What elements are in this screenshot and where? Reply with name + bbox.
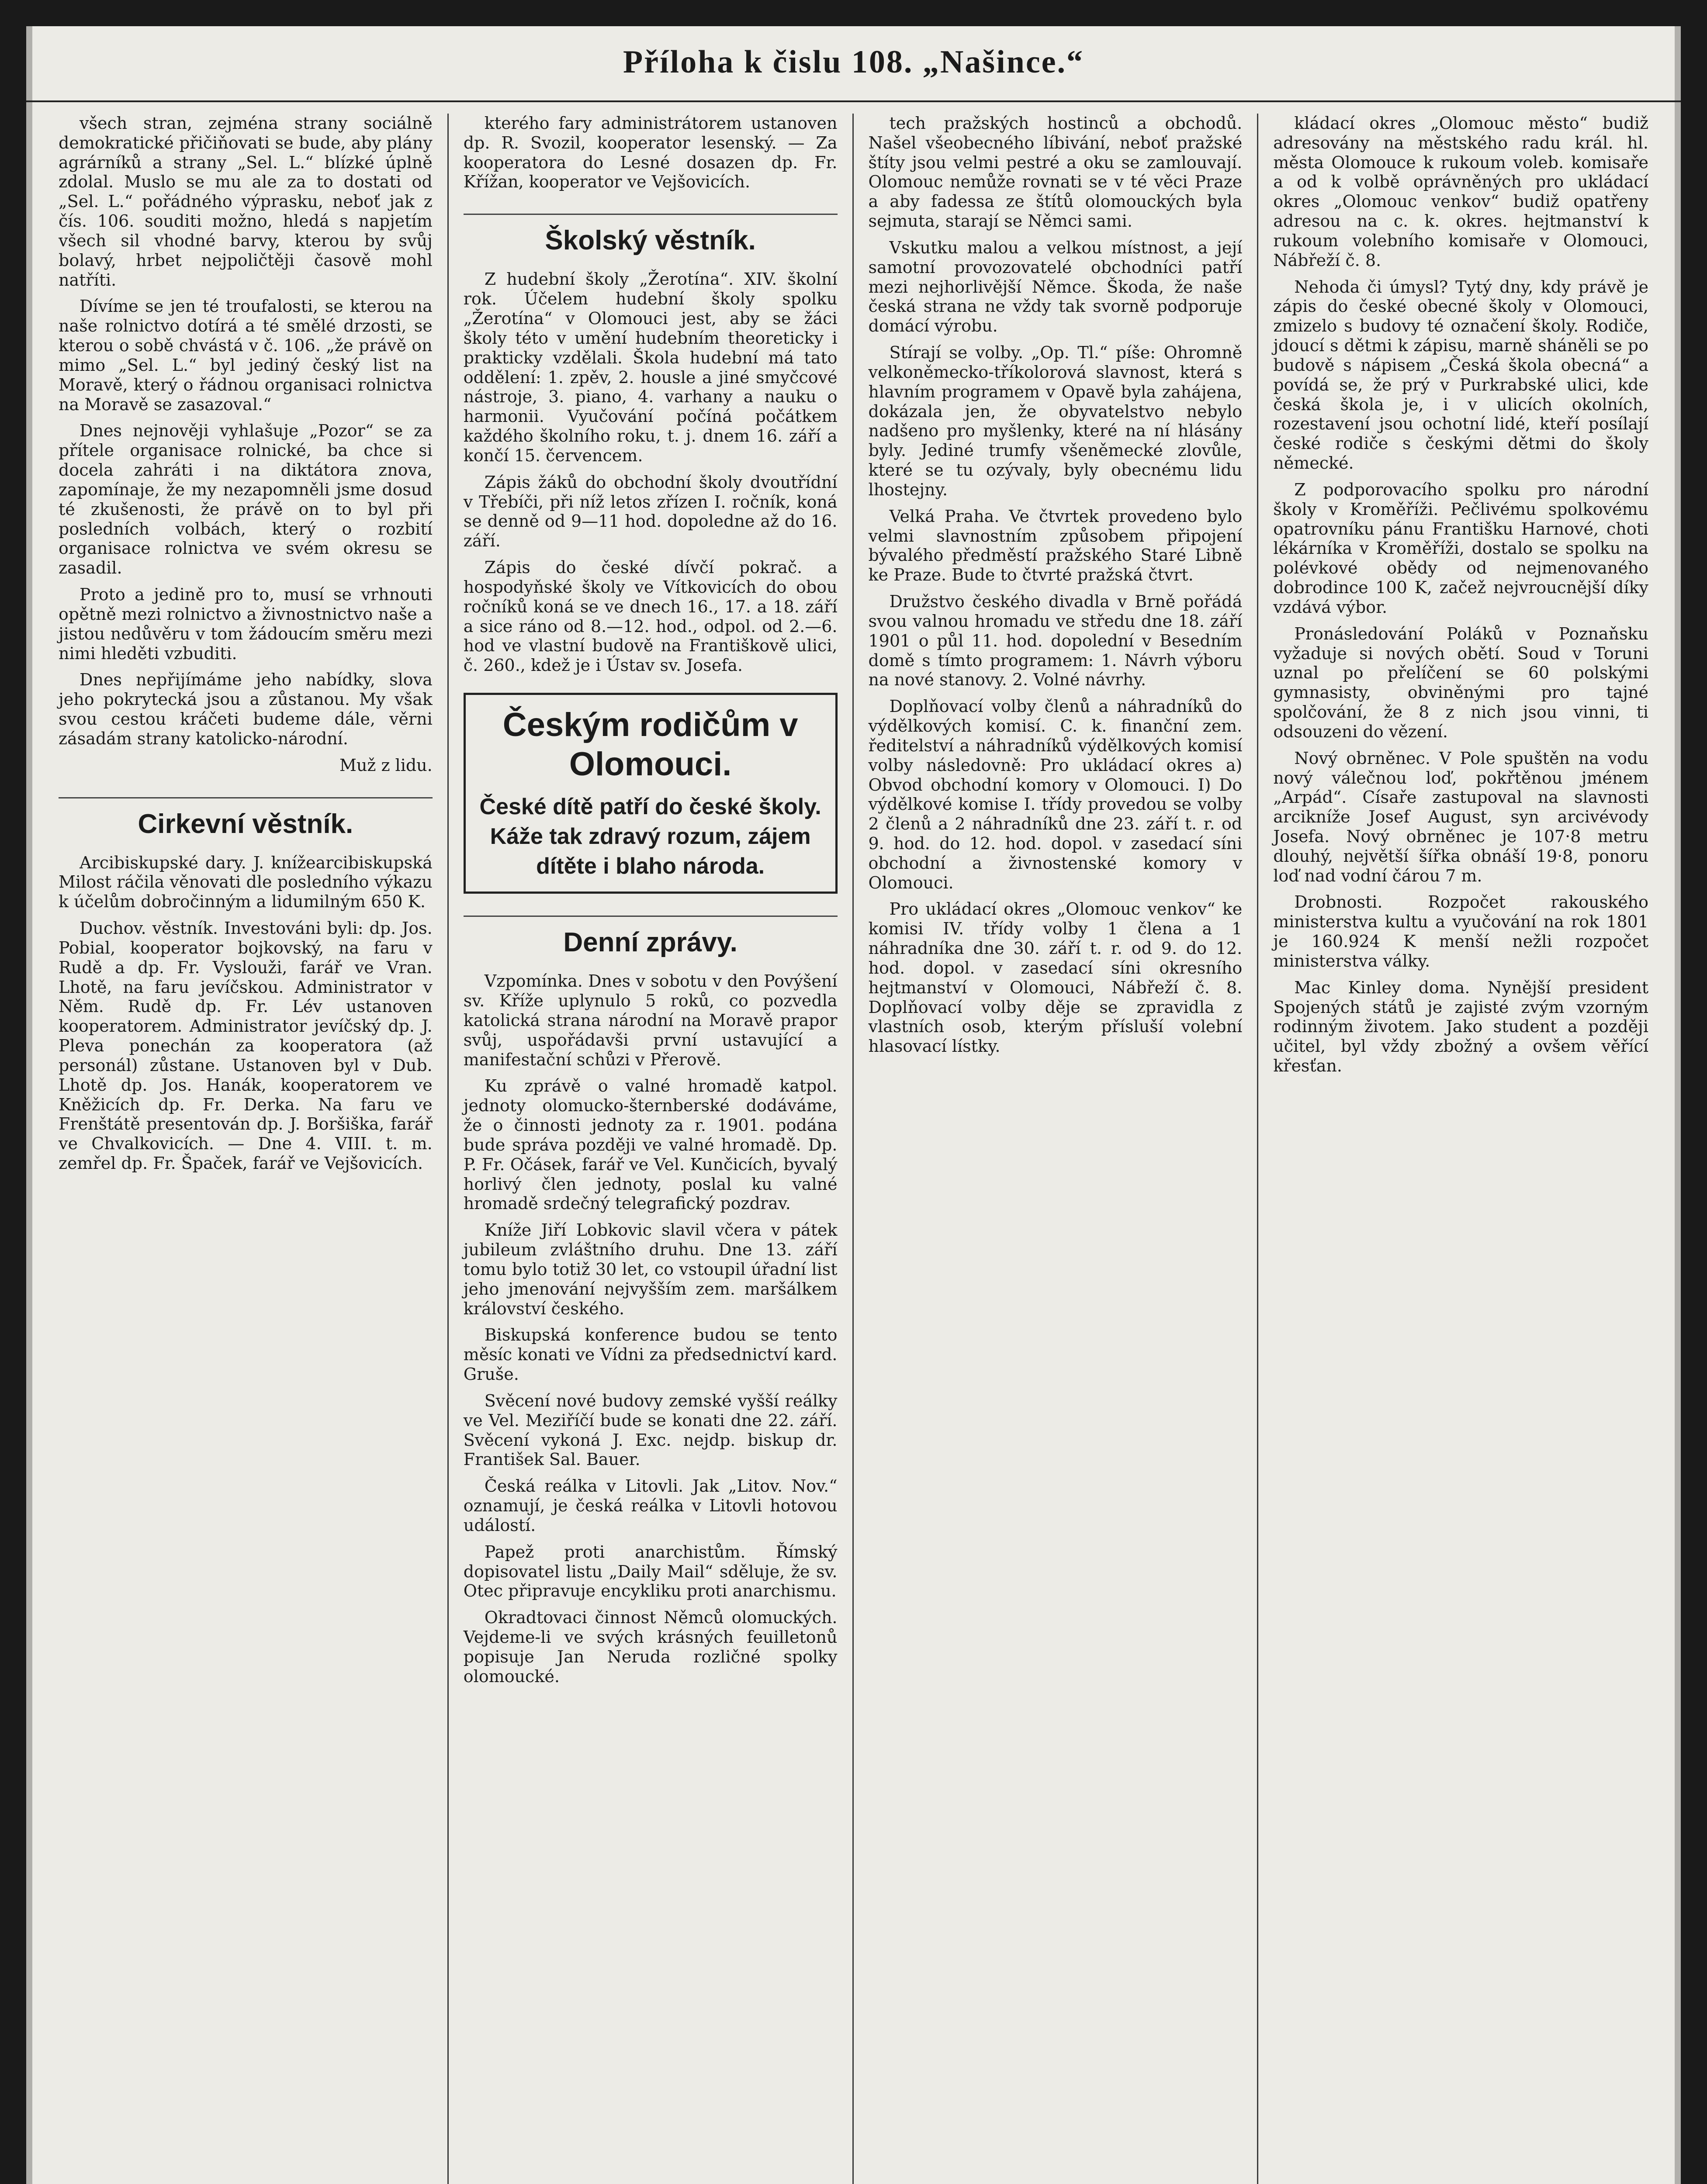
notice-title: Českým rodičům v Olomouci.	[502, 706, 798, 783]
text-columns	[44, 114, 1663, 2184]
news-item: Z podporovacího spolku pro národní školy v Kroměříži. Pečlivému spolkovému opatrovníku pánu Františku Harnové, choti lékárníka v Kroměříži, dostalo se spolku na polévkové obědy od nejmenovaného dobrodince 100 K, začež nejvroucnější díky vzdává výbor.	[1273, 480, 1648, 617]
news-item: Česká reálka v Litovli. Jak „Litov. Nov.“ oznamují, je česká reálka v Litovli hotovou událostí.	[463, 1476, 838, 1535]
newspaper-page	[26, 26, 1681, 2184]
news-item: Arcibiskupské dary. J. knížearcibiskupská Milost ráčila věnovati dle posledního výkazu k účelům dobročinným a lidumilným 650 K.	[59, 853, 433, 912]
news-item: Družstvo českého divadla v Brně pořádá svou valnou hromadu ve středu dne 18. září 1901 o půl 11. hod. dopolední v Besedním domě s tímto programem: 1. Návrh výboru na nové stanovy. 2. Volné návrhy.	[868, 592, 1243, 690]
column-3	[854, 114, 1259, 2184]
news-item: Drobnosti. Rozpočet rakouského ministerstva kultu a vyučování na rok 1801 je 160.924 K menší nežli rozpočet ministerstva války.	[1273, 892, 1648, 971]
article-signature: Muž z lidu.	[339, 755, 433, 775]
news-item: Kníže Jiří Lobkovic slavil včera v pátek jubileum zvláštního druhu. Dne 13. září tomu bylo totiž 30 let, co vstoupil úřadní list jeho jmenování nejvyšším zem. maršálkem království českého.	[463, 1220, 838, 1318]
news-item: Duchov. věstník. Investováni byli: dp. Jos. Pobial, kooperator bojkovský, na faru v Rudě a dp. Fr. Vyslouži, farář ve Vran. Lhotě, na faru jevíčskou. Administrator v Něm. Rudě dp. Fr. Lév ustanoven kooperatorem. Administrator jevíčský dp. J. Pleva ponechán za kooperatora (až personál) zůstane. Ustanoven byl v Dub. Lhotě dp. Jos. Hanák, kooperatorem ve Kněžicích dp. Fr. Derka. Na faru ve Frenštátě presentován dp. J. Boršiška, farář ve Chvalkovicích. — Dne 4. VIII. t. m. zemřel dp. Fr. Špaček, farář ve Vejšovicích.	[59, 919, 433, 1173]
column-2	[449, 114, 854, 2184]
column-4	[1258, 114, 1663, 2184]
news-item: Svěcení nové budovy zemské vyšší reálky ve Vel. Meziříčí bude se konati dne 22. září. Svěcení vykoná J. Exc. nejdp. biskup dr. František Sal. Bauer.	[463, 1391, 838, 1469]
column-1	[44, 114, 449, 2184]
article-paragraph: všech stran, zejména strany sociálně demokratické přičiňovati se bude, aby plány agrárníků a strany „Sel. L.“ blízké úplně zdolal. Muslo se mu ale za to dostati od „Sel. L.“ pořádného výprasku, neboť jak z čís. 106. souditi možno, hledá s napjetím všech sil vhodné barvy, kterou by svůj bolavý, hrbet nejpoličtěji časově mohl natříti.	[59, 114, 433, 290]
news-item: Okradtovaci činnost Němců olomuckých. Vejdeme-li ve svých krásných feuilletonů popisuje Jan Neruda rozličné spolky olomoucké.	[463, 1608, 838, 1686]
article-paragraph: Dnes nejnověji vyhlašuje „Pozor“ se za přítele organisace rolnické, ba chce si docela zahráti i na diktátora znova, zapomínaje, že my nezapomněli jsme dosud té zkušenosti, že právě on to byl při posledních volbách, který o rozbití organisace rolnictva ve svém okresu se zasadil.	[59, 421, 433, 578]
scan-edge-right	[1675, 26, 1681, 2184]
news-item: Pro ukládací okres „Olomouc venkov“ ke komisi IV. třídy volby 1 člena a 1 náhradníka dne 30. září t. r. od 9. do 12. hod. dopol. v zasedací síni okresního hejtmanství v Olomouci, Nábřeží č. 8. Doplňovací volby děje se zpravidla z vlastních osob, kterým přísluší volební hlasovací lístky.	[868, 899, 1243, 1056]
news-item: Nový obrněnec. V Pole spuštěn na vodu nový válečnou loď, pokřtěnou jménem „Arpád“. Císaře zastupoval na slavnosti arcikníže Josef August, syn arcivévody Josefa. Nový obrněnec je 107·8 metru dlouhý, největší šířka obnáší 19·8, ponoru loď nad vodní čárou 7 m.	[1273, 748, 1648, 885]
notice-text: České dítě patří do české školy. Káže tak zdravý rozum, zájem dítěte i blaho národa.	[479, 794, 821, 879]
news-item: Papež proti anarchistům. Římský dopisovatel listu „Daily Mail“ sděluje, že sv. Otec připravuje encykliku proti anarchismu.	[463, 1542, 838, 1601]
news-item: Zápis do české dívčí pokrač. a hospodyňské školy ve Vítkovicích do obou ročníků koná se ve dnech 16., 17. a 18. září a sice ráno od 8.—12. hod., odpol. od 2.—6. hod ve vlastní budově na Františkově ulici, č. 260., kdež je i Ústav sv. Josefa.	[463, 558, 838, 675]
news-item: Stírají se volby. „Op. Tl.“ píše: Ohromně velkoněmecko-tříkolorová slavnost, která s hlavním programem v Opavě byla zahájena, dokázala jen, že obyvatelstvo nebylo nadšeno pro myšlenky, které na ní hlásány byly. Jediné trumfy všeněmecké zlovůle, které se tu ozývaly, byly obecnému lidu lhostejny.	[868, 343, 1243, 499]
article-paragraph: Proto a jedině pro to, musí se vrhnouti opětně mezi rolnictvo a živnostnictvo naše a jistou nedůvěru v tom žádoucím směru mezi nimi hleděti vzbuditi.	[59, 585, 433, 663]
section-title-school: Školský věstník.	[464, 214, 838, 256]
news-item: Nehoda či úmysl? Tytý dny, kdy právě je zápis do české obecné školy v Olomouci, zmizelo s budovy té označení školy. Rodiče, jdoucí s dětmi k zápisu, marně sháněli se po budově s nápisem „Česká škola obecná“ a povídá se, že prý v Purkrabské ulici, kde česká škola je, i v ulicích okolních, rozestavení jsou ochotní lidé, kteří posílají české rodiče s českými dětmi do školy německé.	[1273, 277, 1648, 473]
article-paragraph: kládací okres „Olomouc město“ budiž adresovány na městského radu král. hl. města Olomouce k rukoum voleb. komisaře a od k volbě oprávněných pro ukládací okres „Olomouc venkov“ budiž opatřeny adresou na c. k. okres. hejtmanství k rukoum volebního komisaře v Olomouci, Nábřeží č. 8.	[1273, 114, 1648, 270]
article-paragraph: kterého fary administrátorem ustanoven dp. R. Svozil, kooperator lesenský. — Za kooperatora do Lesné dosazen dp. Fr. Křížan, kooperator ve Vejšovicích.	[463, 114, 838, 192]
article-paragraph: Vskutku malou a velkou místnost, a její samotní provozovatelé obchodníci patří mezi nejhorlivější Němce. Škoda, že naše česká strana ne vždy tak svorně podporuje domácí výrobu.	[868, 238, 1243, 336]
news-item: Z hudební školy „Žerotína“. XIV. školní rok. Účelem hudební školy spolku „Žerotína“ v Olomouci jest, aby se žáci školy této v umění hudebním theoreticky i prakticky vzdělali. Škola hudební má tato oddělení: 1. zpěv, 2. housle a jiné smyčcové nástroje, 3. piano, 4. varhany a nauku o harmonii. Vyučování počíná počátkem každého školního roku, t. j. dnem 16. září a končí 15. červencem.	[463, 270, 838, 465]
section-title-daily-news: Denní zprávy.	[464, 916, 838, 958]
news-item: Mac Kinley doma. Nynější president Spojených států je zajisté zvým vzorným rodinným životem. Jako student a později učitel, byl vždy zbožný a ovšem věřící křesťan.	[1273, 978, 1648, 1076]
article-paragraph: Dívíme se jen té troufalosti, se kterou na naše rolnictvo dotírá a té smělé drzosti, se kterou o sobě chvástá v č. 106. „že právě on mimo „Sel. L.“ byl jediný český list na Moravě, který o řádnou organisaci rolnictva na Moravě se zasazoval.“	[59, 297, 433, 414]
news-item: Doplňovací volby členů a náhradníků do výdělkových komisí. C. k. finanční zem. ředitelství a náhradníků výdělkových komisí volby následovně: Pro ukládací okres a) Obvod obchodní komory v Olomouci. I) Do výdělkové komise I. třídy provedou se volby 2 členů a 2 náhradníků dne 23. září t. r. od 9. hod. do 12. hod. dopol. v zasedací síni obchodní a živnostenské komory v Olomouci.	[868, 697, 1243, 892]
news-item: Zápis žáků do obchodní školy dvoutřídní v Třebíči, při níž letos zřízen I. ročník, koná se denně od 9—11 hod. dopoledne až do 16. září.	[463, 472, 838, 551]
page-title: Příloha k čislu 108. „Našince.“	[623, 44, 1084, 80]
boxed-notice	[464, 693, 838, 894]
scan-edge-left	[26, 26, 32, 2184]
news-item: Pronásledování Poláků v Poznaňsku vyžaduje si nových obětí. Soud v Toruni uznal po přelíčení se 60 polskými gymnasisty, obviněnými pro tajné spolčování, že 8 z nich jsou vinni, ti odsouzeni do vězení.	[1273, 624, 1648, 741]
news-item: Biskupská konference budou se tento měsíc konati ve Vídni za předsednictví kard. Gruše.	[463, 1325, 838, 1384]
news-item: Ku zprávě o valné hromadě katpol. jednoty olomucko-šternberské dodáváme, že o činnosti jednoty za r. 1901. podána bude správa později ve valné hromadě. Dp. P. Fr. Očásek, farář ve Vel. Kunčicích, byvalý horlivý člen jednoty, poslal ku valné hromadě srdečný telegrafický pozdrav.	[463, 1076, 838, 1213]
page-header	[26, 26, 1681, 102]
news-item: Velká Praha. Ve čtvrtek provedeno bylo velmi slavnostním způsobem připojení bývalého předměstí pražského Staré Libně ke Praze. Bude to čtvrté pražská čtvrt.	[868, 506, 1243, 585]
news-item: Vzpomínka. Dnes v sobotu v den Povýšení sv. Kříže uplynulo 5 roků, co pozvedla katolická strana národní na Moravě prapor svůj, uspořádavši první ustavující a manifestační schůzi v Přerově.	[463, 971, 838, 1069]
article-paragraph: tech pražských hostinců a obchodů. Našel všeobecného líbivání, neboť pražské štíty jsou velmi pestré a oku se zamlouvají. Olomouc nemůže rovnati se v té věci Praze a aby fadessa ze štítů olomouckých byla sejmuta, starají se Němci sami.	[868, 114, 1243, 231]
section-title-church: Cirkevní věstník.	[59, 797, 433, 840]
article-paragraph: Dnes nepřijímáme jeho nabídky, slova jeho pokrytecká jsou a zůstanou. My však svou cestou kráčeti budeme dále, věrni zásadám strany katolicko-národní.	[59, 670, 433, 748]
